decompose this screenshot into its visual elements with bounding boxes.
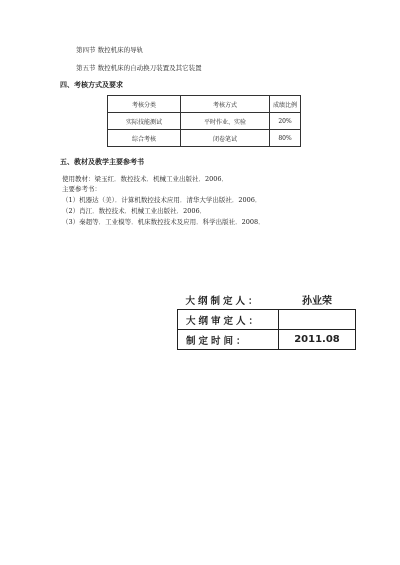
table-cell: 综合考核 [108, 130, 181, 147]
maker-row [178, 290, 356, 310]
table-cell: 平时作业、实验 [181, 113, 270, 130]
reference-item: （3）秦超等．工业模等．机床数控技术及应用．科学出版社．2008． [62, 218, 265, 226]
reviewer-label: 大纲审定人： [178, 310, 279, 330]
table-cell: 闭卷笔试 [181, 130, 270, 147]
assessment-heading: 四、考核方式及要求 [60, 81, 123, 89]
table-cell: 实际技能测试 [108, 113, 181, 130]
reviewer-row [178, 310, 356, 330]
table-header-cell: 考核方式 [181, 96, 270, 113]
table-header-cell: 成绩比例 [270, 96, 301, 113]
reference-item: （1）机器达（美）．计算机数控技术应用．清华大学出版社．2006． [62, 196, 262, 204]
table-cell: 20% [270, 113, 301, 130]
date-value: 2011.08 [279, 330, 356, 350]
reference-item: （2）肖江．数控技术．机械工业出版社．2006． [62, 207, 207, 215]
table-row [108, 113, 301, 130]
table-cell: 80% [270, 130, 301, 147]
textbook-line: 使用教材：梁玉红．数控技术．机械工业出版社．2006． [62, 175, 229, 183]
references-title: 主要参考书： [62, 185, 101, 193]
table-header-cell: 考核分类 [108, 96, 181, 113]
chapter-4-line: 第四节 数控机床的导轨 [76, 46, 144, 54]
chapter-5-line: 第五节 数控机床的自动换刀装置及其它装置 [76, 64, 202, 72]
date-label: 制定时间： [178, 330, 279, 350]
maker-value: 孙业荣 [302, 296, 332, 307]
maker-label: 大纲制定人： [185, 295, 261, 307]
date-row [178, 330, 356, 350]
table-row [108, 130, 301, 147]
assessment-table [107, 95, 301, 147]
reviewer-value [279, 310, 356, 330]
textbook-heading: 五、教材及教学主要参考书 [60, 158, 144, 166]
signature-table [177, 290, 356, 350]
table-header-row [108, 96, 301, 113]
